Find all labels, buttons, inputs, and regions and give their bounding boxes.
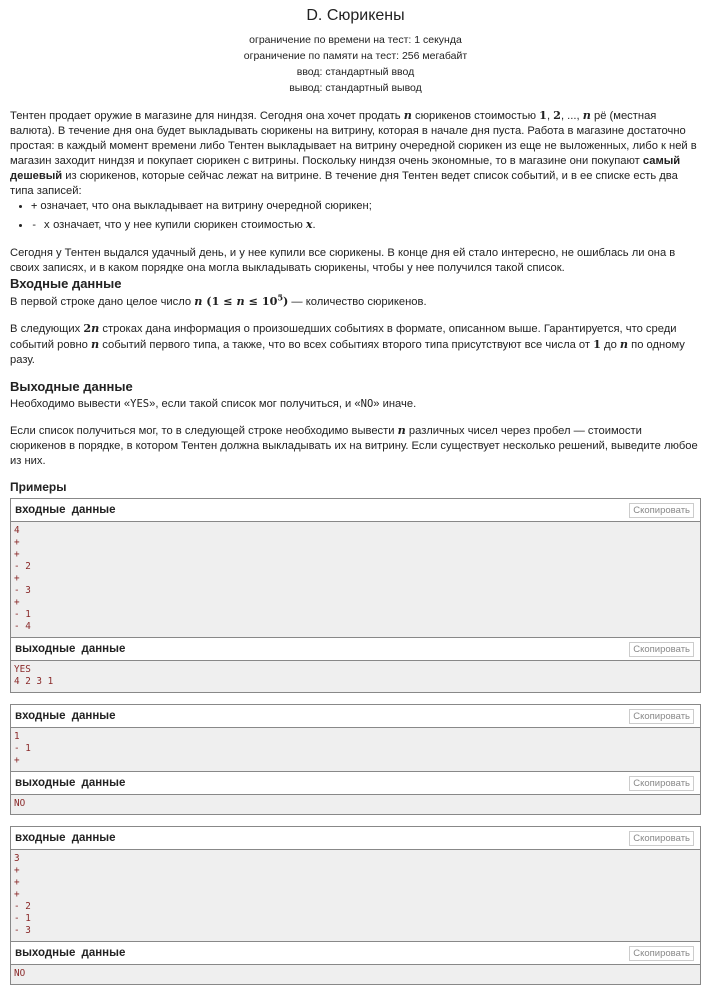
time-limit: ограничение по времени на тест: 1 секунда [249, 34, 462, 46]
sample-test [10, 498, 701, 693]
sample-input-header [11, 499, 700, 522]
list-item: • + означает, что она выкладывает на витрину очередной сюрикен; [31, 199, 701, 214]
sample-output-header [11, 941, 700, 965]
sample-input-body: 4 + + - 2 + - 3 + - 1 - 4 [11, 522, 700, 637]
sample-output-label: выходные данные [15, 776, 126, 789]
input-specification [10, 276, 701, 368]
copy-output-button[interactable]: Скопировать [629, 946, 694, 961]
event-types-list [10, 199, 701, 233]
sample-input-label: входные данные [15, 831, 116, 844]
sample-output-header [11, 637, 700, 661]
sample-tests [10, 480, 701, 985]
sample-output-body: YES 4 2 3 1 [11, 661, 700, 692]
section-title: Входные данные [10, 276, 122, 291]
output-file: вывод: стандартный вывод [289, 82, 422, 94]
sample-output-body: NO [11, 795, 700, 814]
sample-output-label: выходные данные [15, 642, 126, 655]
memory-limit: ограничение по памяти на тест: 256 мегабайт [243, 50, 468, 62]
copy-output-button[interactable]: Скопировать [629, 642, 694, 657]
sample-input-label: входные данные [15, 709, 116, 722]
copy-input-button[interactable]: Скопировать [629, 709, 694, 724]
copy-input-button[interactable]: Скопировать [629, 831, 694, 846]
sample-input-label: входные данные [15, 503, 116, 516]
sample-input-header [11, 827, 700, 850]
legend-paragraph: Сегодня у Тентен выдался удачный день, и у нее купили все сюрикены. В конце дня ей стало интересно, не ошиблась ли она в своих записях, и в каком порядке она могла выкладывать сюрикены, чтобы у нее получился такой список. [10, 247, 676, 274]
problem-header [10, 0, 701, 96]
problem-title: D. Сюрикены [306, 7, 405, 24]
sample-input-header [11, 705, 700, 728]
input-paragraph: В первой строке дано целое число n $(1 \le n \le 10^5)$ — количество сюрикенов. [10, 292, 427, 308]
output-paragraph: Необходимо вывести «YES», если такой список мог получиться, и «NO» иначе. [10, 398, 417, 410]
problem-statement [10, 0, 701, 996]
sample-test [10, 704, 701, 815]
list-item: • - x означает, что у нее купили сюрикен стоимостью x. [31, 217, 701, 233]
input-file: ввод: стандартный ввод [296, 66, 415, 78]
problem-legend [10, 108, 701, 276]
copy-output-button[interactable]: Скопировать [629, 776, 694, 791]
sample-output-body: NO [11, 965, 700, 984]
legend-paragraph: Тентен продает оружие в магазине для ниндзя. Сегодня она хочет продать n сюрикенов стоимостью 1, 2, ..., n рё (местная валюта). В течение дня она будет выкладывать сюрикены на витрину, которая в начале дня пуста. Работа в магазине достаточно простая: в каждый момент времени либо Тентен выкладывает на витрину очередной сюрикен из еще не выложенных, либо к ней в магазин заходит ниндзя и покупает сюрикен с витрины. Поскольку ниндзя очень экономные, то в магазине они покупают самый дешевый из сюрикенов, которые сейчас лежат на витрине. В течение дня Тентен ведет список событий, и в ее списке есть два типа записей: [10, 108, 697, 197]
sample-output-label: выходные данные [15, 946, 126, 959]
copy-input-button[interactable]: Скопировать [629, 503, 694, 518]
sample-input-body: 1 - 1 + [11, 728, 700, 771]
section-title: Выходные данные [10, 379, 133, 394]
output-paragraph: Если список получиться мог, то в следующей строке необходимо вывести n различных чисел через пробел — стоимости сюрикенов в порядке, в котором Тентен должна выкладывать их на витрину. Если существует несколько решений, выведите любое из них. [10, 423, 698, 467]
output-specification [10, 379, 701, 469]
sample-test [10, 826, 701, 985]
sample-input-body: 3 + + + - 2 - 1 - 3 [11, 850, 700, 941]
samples-title: Примеры [10, 480, 67, 494]
input-paragraph: В следующих 2n строках дана информация о произошедших событиях в формате, описанном выше. Гарантируется, что среди событий ровно n событий первого типа, а также, что во всех событиях второго типа присутствуют все числа от 1 до n по одному разу. [10, 321, 685, 366]
sample-output-header [11, 771, 700, 795]
